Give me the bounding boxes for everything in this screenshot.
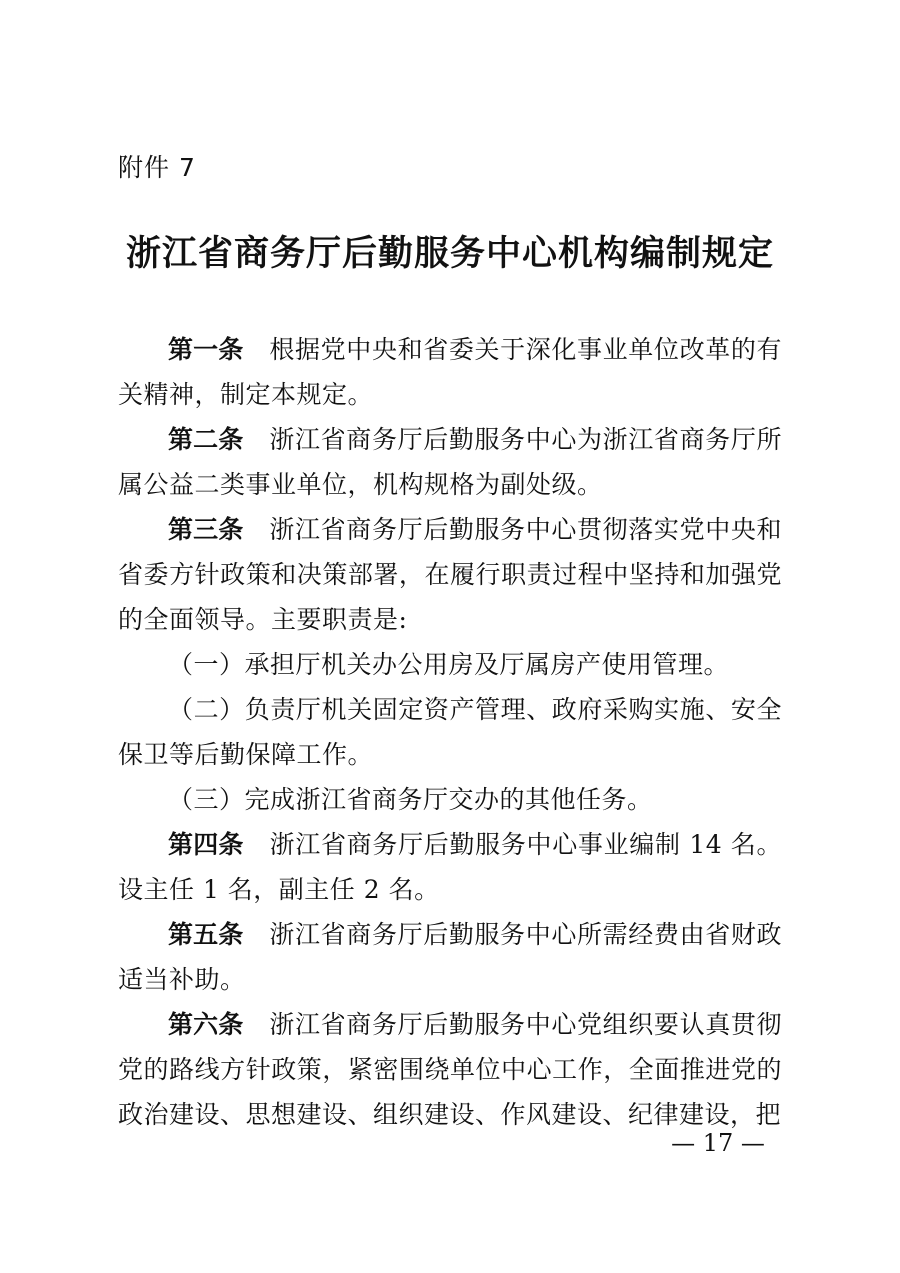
page-number: — 17 — — [671, 1129, 765, 1157]
paragraph-article-1 — [118, 327, 782, 417]
document-body — [118, 327, 782, 1137]
paragraph-text: （一）承担厅机关办公用房及厅属房产使用管理。 — [168, 650, 730, 679]
document-title: 浙江省商务厅后勤服务中心机构编制规定 — [125, 234, 774, 274]
attachment-label: 附件 7 — [118, 153, 196, 182]
paragraph-text: 浙江省商务厅后勤服务中心贯彻落实党中央和省委方针政策和决策部署，在履行职责过程中坚持和加强党的全面领导。主要职责是: — [118, 515, 782, 634]
article-heading: 第二条 — [168, 425, 244, 454]
article-heading: 第六条 — [168, 1010, 244, 1039]
paragraph-text: （二）负责厅机关固定资产管理、政府采购实施、安全保卫等后勤保障工作。 — [118, 695, 782, 769]
duty-item-2 — [118, 687, 782, 777]
paragraph-text: 浙江省商务厅后勤服务中心所需经费由省财政适当补助。 — [118, 920, 782, 994]
duty-item-1 — [118, 642, 782, 687]
article-heading: 第四条 — [168, 830, 244, 859]
article-heading: 第三条 — [168, 515, 244, 544]
paragraph-article-5 — [118, 912, 782, 1002]
duty-item-3 — [118, 777, 782, 822]
paragraph-text: 浙江省商务厅后勤服务中心为浙江省商务厅所属公益二类事业单位，机构规格为副处级。 — [118, 425, 782, 499]
article-heading: 第一条 — [168, 335, 244, 364]
paragraph-article-4 — [118, 822, 782, 912]
article-heading: 第五条 — [168, 920, 244, 949]
paragraph-text: 根据党中央和省委关于深化事业单位改革的有关精神，制定本规定。 — [118, 335, 782, 409]
paragraph-article-2 — [118, 417, 782, 507]
paragraph-article-6 — [118, 1002, 782, 1137]
paragraph-text: （三）完成浙江省商务厅交办的其他任务。 — [168, 785, 653, 814]
paragraph-text: 浙江省商务厅后勤服务中心事业编制 14 名。设主任 1 名，副主任 2 名。 — [118, 830, 782, 904]
paragraph-article-3 — [118, 507, 782, 642]
paragraph-text: 浙江省商务厅后勤服务中心党组织要认真贯彻党的路线方针政策，紧密围绕单位中心工作，全面推进党的政治建设、思想建设、组织建设、作风建设、纪律建设，把 — [118, 1010, 782, 1129]
